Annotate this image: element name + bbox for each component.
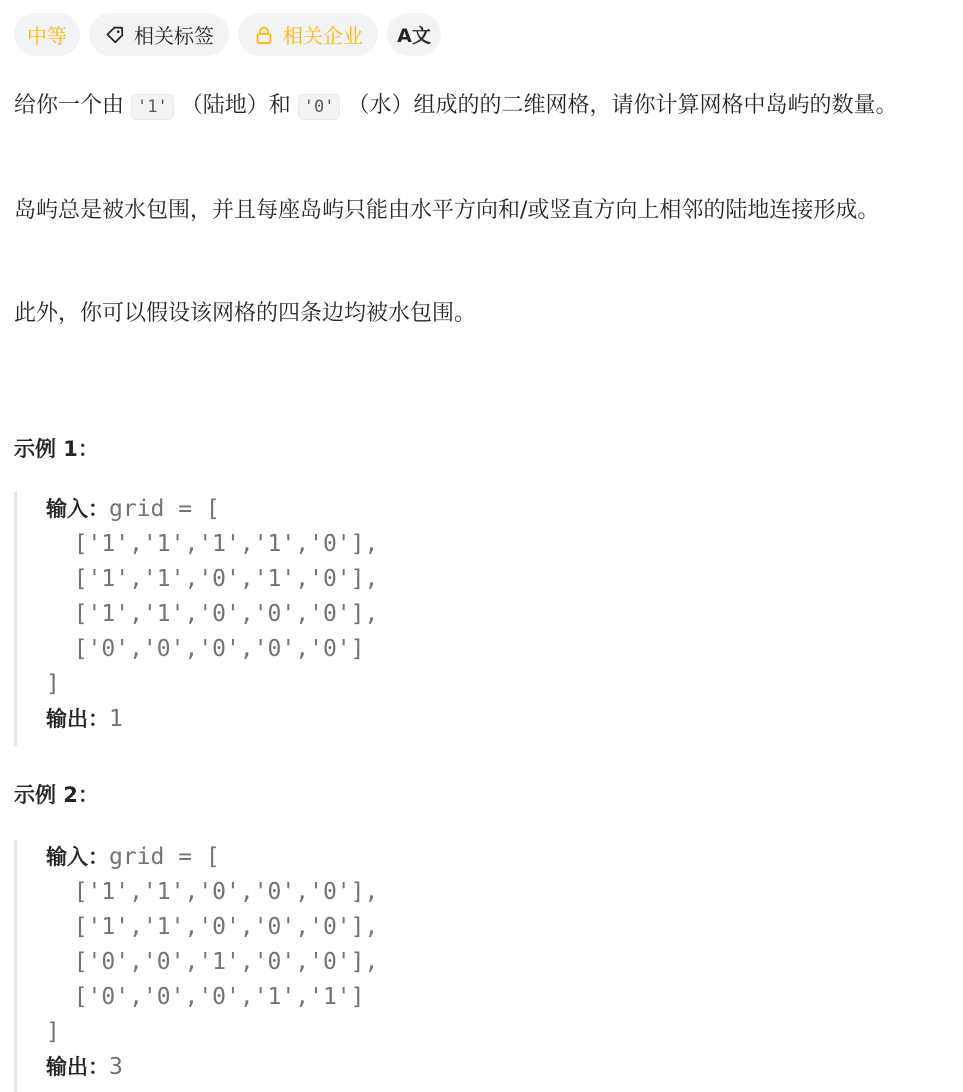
input-label: 输入：: [46, 497, 109, 521]
inline-code-water: '0': [298, 94, 341, 120]
difficulty-badge: [14, 13, 80, 56]
translate-icon: A文: [397, 25, 431, 47]
description-paragraph-1: [14, 88, 949, 125]
grid-row: ['1','1','0','1','0'],: [46, 566, 379, 592]
grid-row: ['0','0','0','0','0']: [46, 636, 365, 662]
companies-tag-button[interactable]: [238, 13, 378, 56]
topics-tag-button[interactable]: [89, 13, 229, 56]
output-value: 3: [109, 1054, 123, 1080]
grid-row: ['0','0','0','1','1']: [46, 984, 365, 1010]
tag-icon: [104, 24, 126, 46]
example-2-title: 示例 2：: [14, 783, 99, 807]
output-value: 1: [109, 706, 123, 732]
grid-row: ['1','1','0','0','0'],: [46, 601, 379, 627]
description-paragraph-2: 岛屿总是被水包围，并且每座岛屿只能由水平方向和/或竖直方向上相邻的陆地连接形成。: [14, 198, 880, 223]
tag-row: [14, 13, 441, 56]
example-input-line: [46, 492, 914, 527]
output-label: 输出：: [46, 1055, 109, 1079]
input-tail: ]: [46, 1019, 60, 1045]
topics-tag-label: 相关标签: [134, 24, 214, 48]
grid-row: ['0','0','1','0','0'],: [46, 949, 379, 975]
p1-text-1: 给你一个由: [14, 93, 125, 118]
grid-row: ['1','1','1','1','0'],: [46, 531, 379, 557]
output-label: 输出：: [46, 707, 109, 731]
input-head: grid = [: [109, 844, 220, 870]
input-tail: ]: [46, 671, 60, 697]
input-head: grid = [: [109, 496, 220, 522]
grid-row: ['1','1','0','0','0'],: [46, 879, 379, 905]
example-1-block: [14, 492, 914, 746]
example-input-line: [46, 840, 914, 875]
p1-text-3: （水）组成的的二维网格，请你计算网格中岛屿的数量。: [347, 93, 898, 118]
example-output-line: [46, 702, 914, 737]
example-2-block: [14, 840, 914, 1092]
lock-icon: [253, 24, 275, 46]
example-output-line: [46, 1050, 914, 1085]
companies-tag-label: 相关企业: [283, 24, 363, 48]
grid-row: ['1','1','0','0','0'],: [46, 914, 379, 940]
difficulty-label: 中等: [27, 24, 67, 48]
description-paragraph-3: 此外，你可以假设该网格的四条边均被水包围。: [14, 301, 477, 326]
translate-button[interactable]: [387, 13, 441, 56]
p1-text-2: （陆地）和: [180, 93, 291, 118]
example-1-title: 示例 1：: [14, 437, 99, 461]
inline-code-land: '1': [131, 94, 174, 120]
input-label: 输入：: [46, 845, 109, 869]
